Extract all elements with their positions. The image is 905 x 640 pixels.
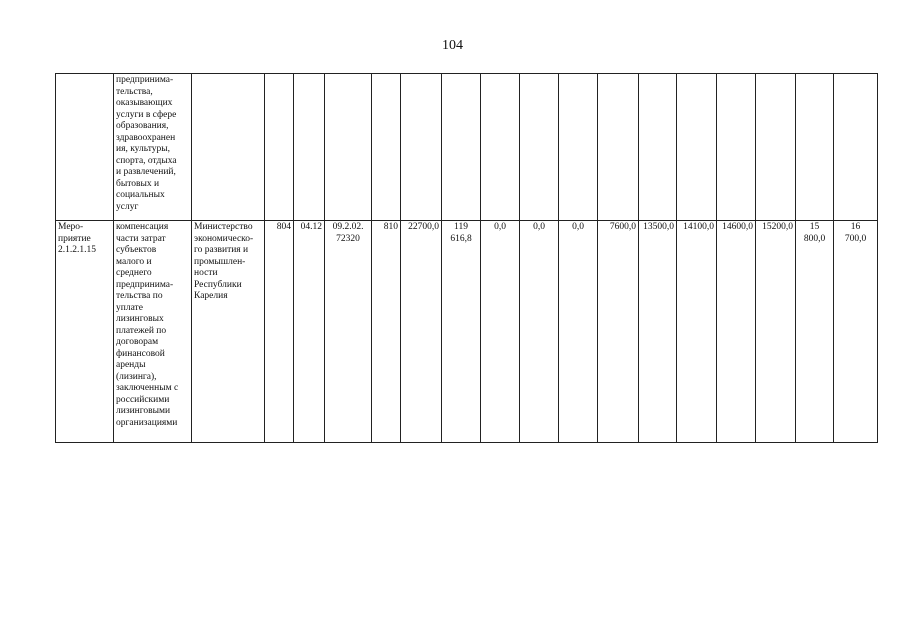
cell-value	[639, 74, 677, 221]
table-row	[56, 74, 878, 221]
budget-table	[55, 73, 878, 443]
cell-value: 0,0	[520, 221, 559, 443]
cell-value: 14100,0	[677, 221, 717, 443]
cell-value	[834, 74, 878, 221]
cell-vr: 810	[372, 221, 401, 443]
cell-value: 15 800,0	[796, 221, 834, 443]
cell-value	[796, 74, 834, 221]
cell-value: 0,0	[481, 221, 520, 443]
cell-csr	[325, 74, 372, 221]
cell-measure-description: компенсация части затрат субъектов малого и среднего предпринима- тельства по уплате лизинговых платежей по договорам финансовой аренды (лизинга), заключенным с российскими лизинговыми организациями	[114, 221, 192, 443]
cell-value	[598, 74, 639, 221]
cell-value	[717, 74, 756, 221]
cell-value: 119 616,8	[442, 221, 481, 443]
cell-value	[481, 74, 520, 221]
table-row	[56, 221, 878, 443]
cell-value: 13500,0	[639, 221, 677, 443]
cell-value	[756, 74, 796, 221]
cell-value: 15200,0	[756, 221, 796, 443]
cell-measure-name	[56, 74, 114, 221]
cell-value	[677, 74, 717, 221]
cell-value: 16 700,0	[834, 221, 878, 443]
cell-grbs: 804	[265, 221, 294, 443]
cell-measure-description: предпринима- тельства, оказывающих услуги в сфере образования, здравоохранен ия, культуры, спорта, отдыха и развлечений, бытовых и социальных услуг	[114, 74, 192, 221]
cell-grbs	[265, 74, 294, 221]
cell-responsible: Министерство экономическо- го развития и промышлен- ности Республики Карелия	[192, 221, 265, 443]
page-number: 104	[442, 38, 463, 53]
cell-value	[442, 74, 481, 221]
cell-value	[520, 74, 559, 221]
cell-value	[559, 74, 598, 221]
cell-value: 7600,0	[598, 221, 639, 443]
cell-rzpr: 04.12	[294, 221, 325, 443]
cell-csr: 09.2.02. 72320	[325, 221, 372, 443]
cell-vr	[372, 74, 401, 221]
cell-value: 22700,0	[401, 221, 442, 443]
cell-measure-name: Меро- приятие 2.1.2.1.15	[56, 221, 114, 443]
cell-responsible	[192, 74, 265, 221]
cell-value	[401, 74, 442, 221]
cell-value: 0,0	[559, 221, 598, 443]
cell-value: 14600,0	[717, 221, 756, 443]
cell-rzpr	[294, 74, 325, 221]
